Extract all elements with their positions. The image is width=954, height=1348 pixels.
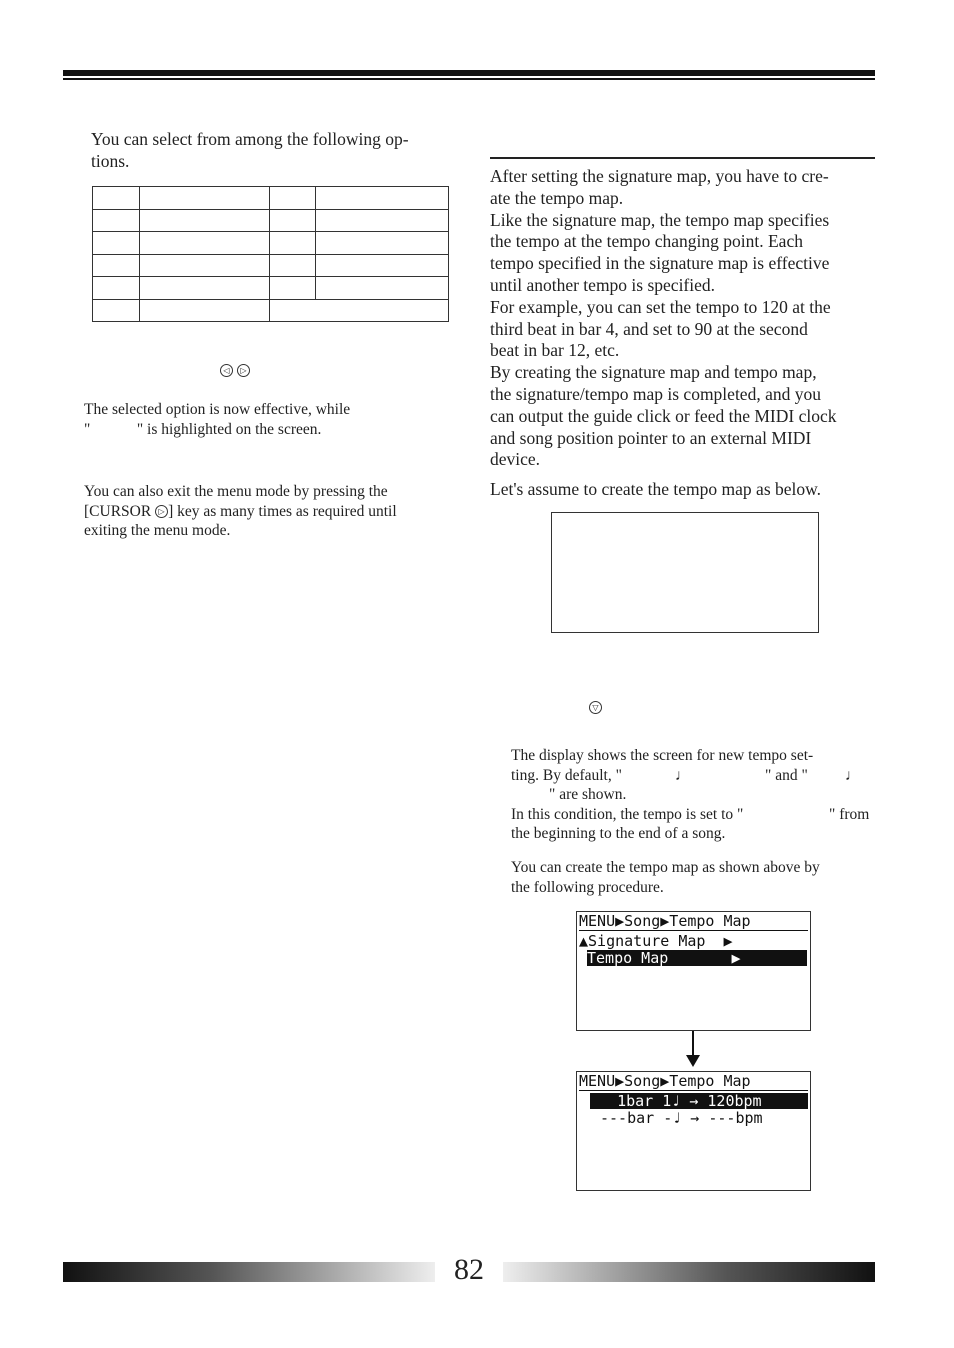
- table-row: [93, 209, 449, 232]
- table-row: [93, 187, 449, 210]
- footer-gradient-left: [63, 1262, 435, 1282]
- cursor-down-key: [589, 698, 602, 716]
- arrow-down-icon: [686, 1055, 700, 1067]
- lcd-screen-menu: [576, 911, 811, 1031]
- lcd-tempo-entry-current: 1bar 1♩ → 120bpm: [590, 1093, 808, 1109]
- lcd-header: MENU▶Song▶Tempo Map: [579, 1072, 751, 1090]
- quarter-note-icon: ♩: [845, 766, 861, 784]
- cursor-right-icon: ▷: [155, 505, 168, 518]
- assume-text: Let's assume to create the tempo map as below.: [490, 479, 822, 499]
- procedure-intro: You can create the tempo map as shown above by the following procedure.: [511, 859, 820, 896]
- table-row: [93, 254, 449, 277]
- quarter-note-icon: ♩: [675, 766, 691, 784]
- footer-gradient-right: [503, 1262, 875, 1282]
- lcd-menu-item-tempo-map: Tempo Map ▶: [587, 950, 807, 966]
- top-rule-thin: [63, 78, 875, 80]
- options-table: [92, 186, 449, 322]
- table-row: [93, 299, 449, 322]
- exit-note: You can also exit the menu mode by pressing the [CURSOR ▷ ] key as many times as required until exiting the menu mode.: [84, 483, 397, 539]
- lcd-screen-tempo-map: [576, 1071, 811, 1191]
- lcd-menu-item-signature-map: ▲Signature Map ▶: [579, 932, 733, 950]
- display-description: The display shows the screen for new tempo set- ting. By default, " ♩ " and " ♩ " are shown. In this condition, the tempo is set to " " from the beginning to the end of a song.: [511, 747, 870, 842]
- selected-note: The selected option is now effective, while " " is highlighted on the screen.: [84, 401, 351, 438]
- lcd-header: MENU▶Song▶Tempo Map: [579, 912, 751, 930]
- table-row: [93, 232, 449, 255]
- cursor-keys: [220, 361, 250, 379]
- lcd-tempo-entry-new: ---bar -♩ → ---bpm: [600, 1109, 763, 1127]
- section-rule: [490, 157, 875, 159]
- cursor-down-icon: ▽: [589, 701, 602, 714]
- cursor-left-icon: ◁: [220, 364, 233, 377]
- page-number: 82: [454, 1253, 484, 1286]
- tempo-map-example-box: [551, 512, 819, 633]
- cursor-right-icon: ▷: [237, 364, 250, 377]
- table-row: [93, 277, 449, 300]
- top-rule-thick: [63, 70, 875, 76]
- intro-text: You can select from among the following op- tions.: [91, 129, 409, 171]
- tempo-map-intro: After setting the signature map, you have to cre- ate the tempo map. Like the signature map, the tempo map specifies the tempo at the tempo changing point. Each tempo specified in the signature map is effective until another tempo is specified. For example, you can set the tempo to 120 at the third beat in bar 4, and set to 90 at the second beat in bar 12, etc. By creating the signature map and tempo map, the signature/tempo map is completed, and you can output the guide click or feed the MIDI clock and song position pointer to an external MIDI device.: [490, 166, 837, 470]
